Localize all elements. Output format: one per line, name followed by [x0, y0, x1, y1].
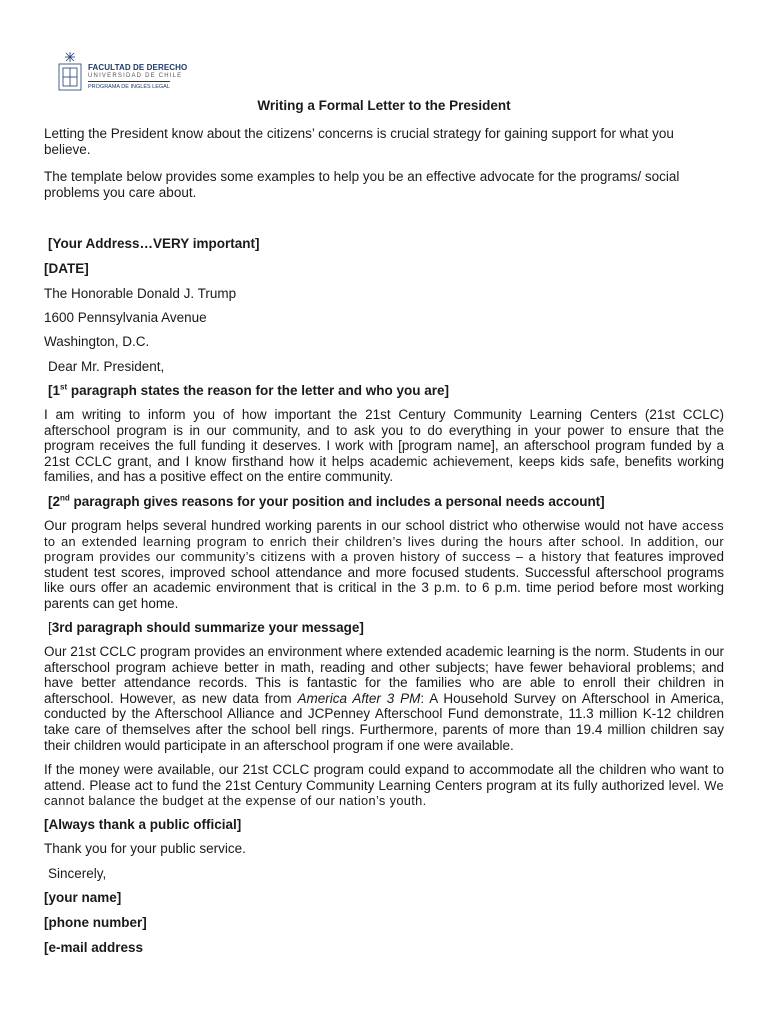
heading-1-prefix: [1 — [48, 383, 61, 398]
body-paragraph-4-part-a: If the money were available, our 21st CCLC program could expand to accommodate all the children who want to attend. Please act to fund the 21st Century Community Learning Centers program at its fully authorized level. — [44, 762, 724, 793]
address-placeholder: [Your Address…VERY important] — [48, 236, 260, 251]
paragraph-1-heading — [48, 383, 728, 399]
date-placeholder: [DATE] — [44, 261, 89, 276]
heading-3-text: 3rd paragraph should summarize your message] — [51, 620, 364, 635]
body-paragraph-1: I am writing to inform you of how important the 21st Century Community Learning Centers (21st CCLC) afterschool program is in our community, and to ask you to do everything in your power to ensure that the program receives the full funding it deserves. I work with [program name], an afterschool program funded by a 21st CCLC grant, and I know firsthand how it helps academic achievement, keeps kids safe, benefits working families, and has a positive effect on the entire community. — [44, 407, 724, 485]
body-paragraph-3-part-a: Our 21st CCLC program provides an environment where extended academic learning is the norm. Students in our afterschool program achieve better in math, reading and other subjects; have fewer behavioral problems; and have better attendance records. This is fantastic for the families who are able to enroll their children in afterschool. However, as new data from — [44, 644, 724, 706]
survey-title: America After 3 PM — [297, 690, 421, 706]
faculty-logo — [55, 50, 215, 94]
logo-line-faculty: FACULTAD DE DERECHO — [88, 63, 188, 72]
closing: Sincerely, — [48, 866, 107, 881]
paragraph-4-heading: [Always thank a public official] — [44, 817, 242, 832]
recipient-street: 1600 Pennsylvania Avenue — [44, 310, 207, 325]
logo-line-program: PROGRAMA DE INGLÉS LEGAL — [88, 81, 170, 91]
paragraph-3-heading — [48, 620, 728, 636]
paragraph-2-heading — [48, 494, 728, 510]
university-crest-icon — [55, 50, 85, 94]
heading-1-superscript: st — [60, 382, 68, 392]
body-paragraph-2-part-b: access to an extended learning program to enrich their children’s lives during the hours after school. In addition, our program provides our community’s citizens with a proven history of success – a history that — [44, 518, 724, 565]
logo-line-university: UNIVERSIDAD DE CHILE — [88, 73, 183, 79]
email-placeholder: [e-mail address — [44, 940, 144, 955]
intro-paragraph-1: Letting the President know about the citizens’ concerns is crucial strategy for gaining support for what you believe. — [44, 126, 674, 157]
heading-2-superscript: nd — [60, 493, 70, 503]
body-paragraph-4-part-b: We cannot balance the budget at the expense of our nation’s youth. — [44, 777, 724, 809]
heading-1-text: paragraph states the reason for the letter and who you are] — [67, 383, 449, 398]
recipient-city: Washington, D.C. — [44, 334, 150, 349]
intro-paragraph-2: The template below provides some examples to help you be an effective advocate for the programs/ social problems you care about. — [44, 169, 680, 200]
body-paragraph-2-part-c: features improved student test scores, improved school attendance and more focused students. Successful afterschool programs like ours offer an academic environment that is critical in the 3 p.m. to 6 p.m. time period before most working parents can get home. — [44, 549, 724, 611]
heading-2-prefix: [2 — [48, 494, 61, 509]
body-paragraph-2 — [44, 518, 724, 612]
page-title: Writing a Formal Letter to the President — [257, 98, 511, 113]
thanks-line: Thank you for your public service. — [44, 841, 246, 856]
recipient-name: The Honorable Donald J. Trump — [44, 286, 237, 301]
salutation: Dear Mr. President, — [48, 359, 165, 374]
heading-2-text: paragraph gives reasons for your position and includes a personal needs account] — [69, 494, 605, 509]
body-paragraph-4 — [44, 762, 724, 809]
body-paragraph-2-part-a: Our program helps several hundred working parents in our school district who otherwise would not have — [44, 518, 678, 533]
phone-placeholder: [phone number] — [44, 915, 147, 930]
body-paragraph-3-part-b: : A Household Survey on Afterschool in America, conducted by the Afterschool Alliance and JCPenney Afterschool Fund demonstrate, 11.3 million K-12 children take care of themselves after the school bell rings. Furthermore, parents of more than 19.4 million children say their children would participate in an afterschool program if one were available. — [44, 690, 724, 753]
logo-wordmark — [88, 64, 187, 91]
heading-3-bracket: [ — [48, 620, 52, 635]
body-paragraph-3 — [44, 644, 724, 753]
name-placeholder: [your name] — [44, 890, 122, 905]
